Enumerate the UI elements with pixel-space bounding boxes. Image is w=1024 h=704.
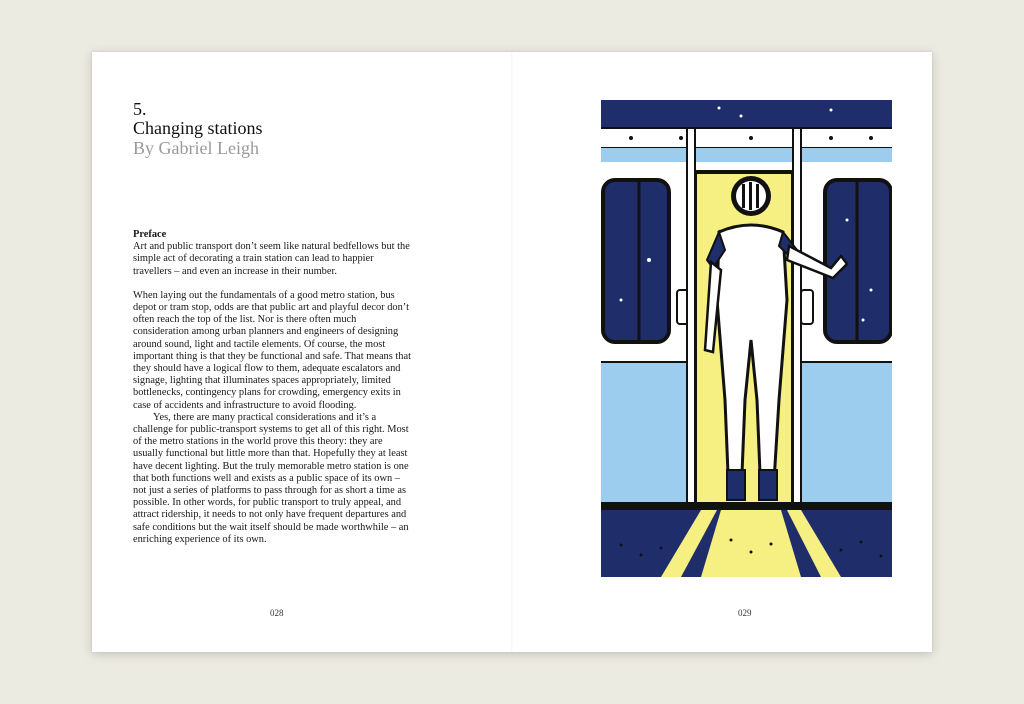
preface-text: Art and public transport don’t seem like natural bedfellows but the simple act of decorating a train station can lead to happier travellers – and even an increase in their number. <box>133 241 410 277</box>
right-page <box>512 52 932 652</box>
paragraph-1: When laying out the fundamentals of a good metro station, bus depot or tram stop, odds are that public art and playful decor don’t often reach the top of the list. Nor is there often much consideration among urban planners and engineers of designing around sound, light and tactile elements. Of course, the most important thing is that they be functional and safe. That means that they should have a logical flow to them, adequate escalators and signage, lighting that illuminates spaces appropriately, limited bottlenecks, contingency plans for crowding, emergency exits in case of accidents and infrastructure to avoid flooding. <box>133 289 411 411</box>
page-number-left: 028 <box>270 608 284 618</box>
author-byline: By Gabriel Leigh <box>133 138 259 158</box>
left-page <box>92 52 512 652</box>
page-number-right: 029 <box>738 608 752 618</box>
chapter-title: Changing stations <box>133 118 263 138</box>
book-spread <box>92 52 932 652</box>
chapter-heading <box>133 100 263 158</box>
preface-heading: Preface <box>133 229 167 240</box>
paragraph-2: Yes, there are many practical considerations and it’s a challenge for public-transport systems to get all of this right. Most of the metro stations in the world prove this theory: they are usually functional but little more than that. Hopefully they at least have decent lighting. But the truly memorable metro station is one that both functions well and exists as a public space of its own – not just a series of platforms to pass through for as short a time as possible. In other words, for public transport to truly appeal, and attract ridership, it needs to not only have frequent departures and safe conditions but the wait itself should be made worthwhile – an enriching experience of its own. <box>133 411 409 545</box>
chapter-number: 5. <box>133 99 147 119</box>
article-body <box>133 229 413 546</box>
astronaut-metro-illustration <box>601 100 892 577</box>
